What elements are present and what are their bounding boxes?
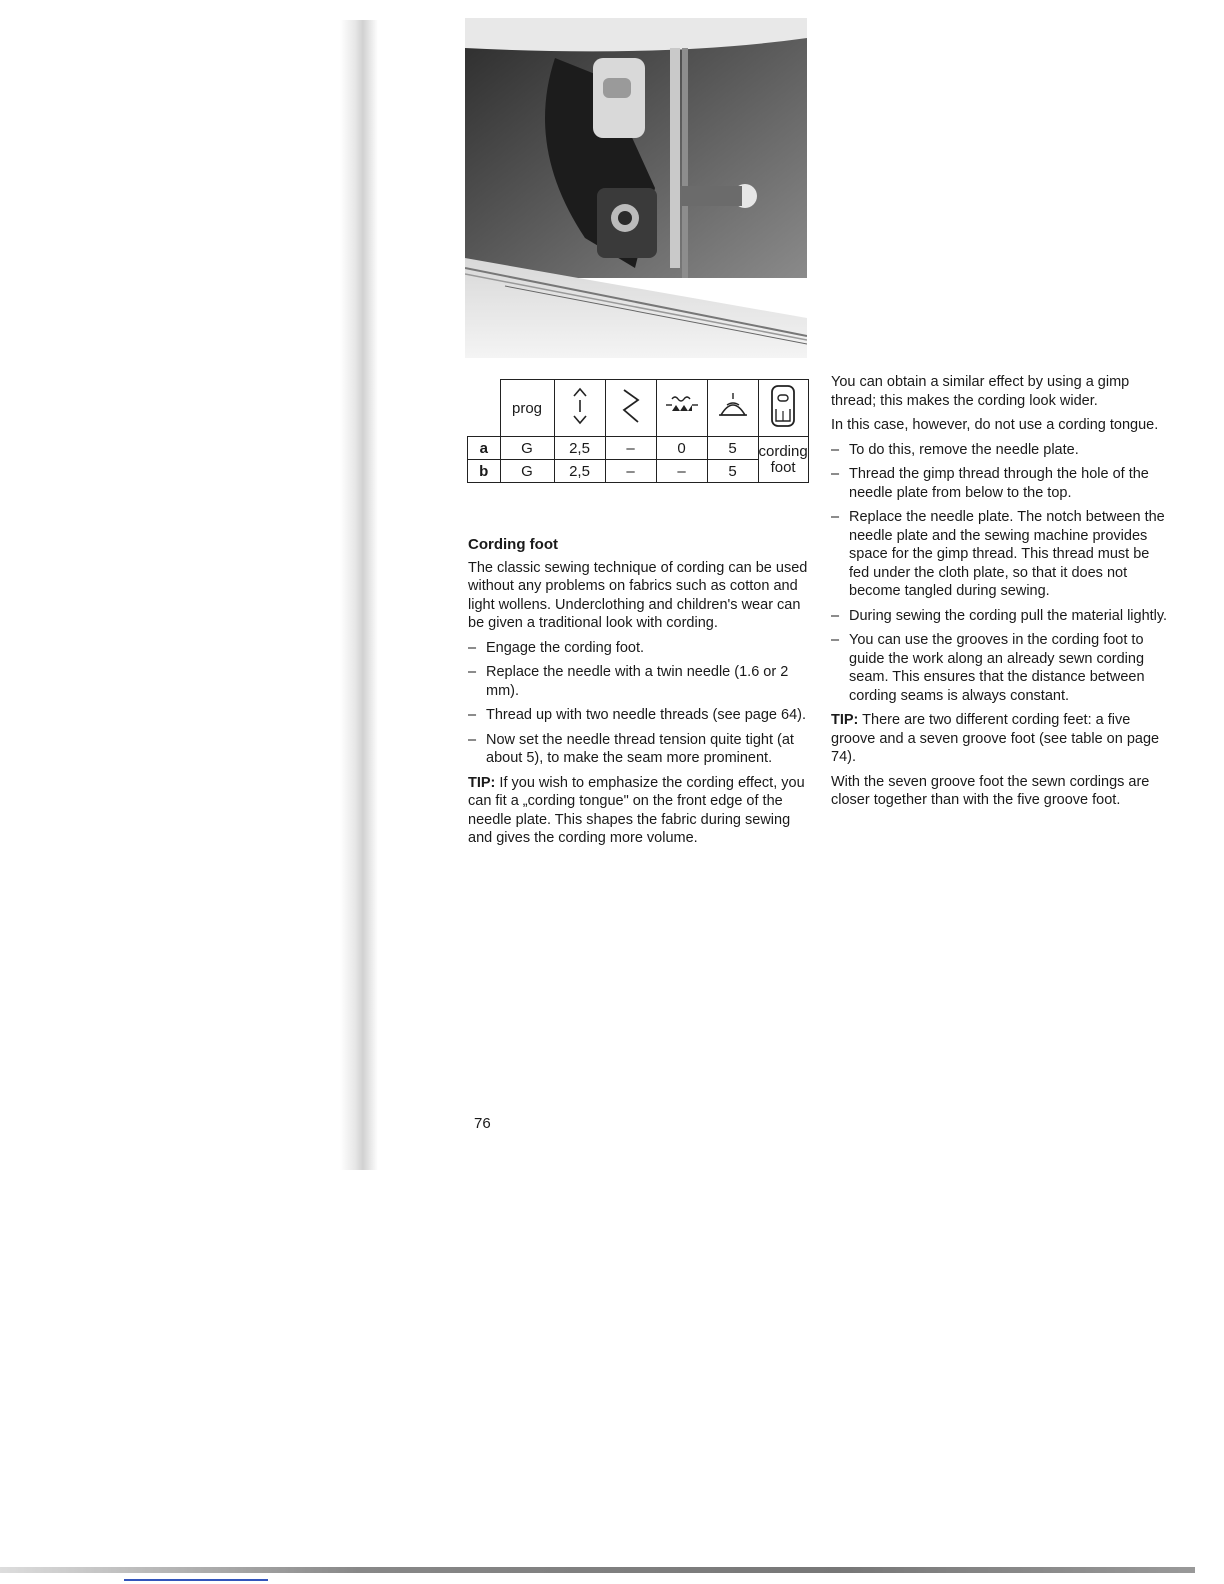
- feed-dog-icon: [656, 380, 707, 437]
- list-item: – Now set the needle thread tension quite tight (at about 5), to make the seam more prominent.: [468, 731, 810, 768]
- tip-paragraph: [468, 774, 810, 848]
- left-column: [468, 536, 810, 854]
- page-number: 76: [474, 1115, 491, 1132]
- stitch-settings-table: [467, 379, 809, 483]
- tip-paragraph: [831, 711, 1169, 767]
- table-row: [468, 460, 809, 483]
- table-row: [468, 437, 809, 460]
- list-item: – Replace the needle with a twin needle (1.6 or 2 mm).: [468, 663, 810, 700]
- scan-bottom-edge: [0, 1567, 1195, 1573]
- bottom-link-line: [124, 1579, 268, 1581]
- prog-value: G: [500, 460, 554, 483]
- tip-text: If you wish to emphasize the cording effect, you can fit a „cording tongue" on the front edge of the needle plate. This shapes the fabric during sewing and gives the cording more volume.: [468, 774, 805, 846]
- tip-label: TIP:: [468, 774, 496, 791]
- intro-paragraph: You can obtain a similar effect by using a gimp thread; this makes the cording look wider.: [831, 374, 1130, 409]
- steps-list: [468, 639, 810, 768]
- length-value: 2,5: [554, 460, 605, 483]
- zigzag-width-icon: [605, 380, 656, 437]
- tip-text: There are two different cording feet: a five groove and a seven groove foot (see table on page 74).: [831, 712, 1160, 765]
- cording-foot-photo: [465, 18, 807, 358]
- table-header-row: [468, 380, 809, 437]
- prog-header: prog: [500, 380, 554, 437]
- width-value: –: [605, 437, 656, 460]
- list-item: – Engage the cording foot.: [468, 639, 810, 658]
- width-value: –: [605, 460, 656, 483]
- foot-line-1: cording: [758, 442, 808, 460]
- thread-tension-icon: [707, 380, 758, 437]
- feed-value: 0: [656, 437, 707, 460]
- tension-value: 5: [707, 437, 758, 460]
- foot-cell: [758, 437, 808, 483]
- prog-value: G: [500, 437, 554, 460]
- length-value: 2,5: [554, 437, 605, 460]
- list-item: – Replace the needle plate. The notch between the needle plate and the sewing machine provides space for the gimp thread. This thread must be fed under the cloth plate, so that it does not become tangled during sewing.: [831, 508, 1169, 601]
- feed-value: –: [656, 460, 707, 483]
- list-item: – To do this, remove the needle plate.: [831, 441, 1169, 460]
- tension-value: 5: [707, 460, 758, 483]
- presser-foot-icon: [758, 380, 808, 437]
- list-item: – During sewing the cording pull the material lightly.: [831, 607, 1169, 626]
- steps-list: [831, 441, 1169, 706]
- list-item: – Thread the gimp thread through the hole of the needle plate from below to the top.: [831, 465, 1169, 502]
- page-binding-shadow: [340, 20, 378, 1170]
- section-heading: Cording foot: [468, 536, 558, 553]
- right-column: [831, 373, 1169, 816]
- row-label: b: [468, 460, 501, 483]
- table-corner: [468, 380, 501, 437]
- foot-line-2: foot: [770, 458, 796, 476]
- list-item: – You can use the grooves in the cording foot to guide the work along an already sewn cording seam. This ensures that the distance between cording seams is always constant.: [831, 631, 1169, 705]
- tip-label: TIP:: [831, 712, 859, 728]
- intro-paragraph-2: In this case, however, do not use a cording tongue.: [831, 417, 1159, 433]
- stitch-length-icon: [554, 380, 605, 437]
- row-label: a: [468, 437, 501, 460]
- intro-paragraph: The classic sewing technique of cording can be used without any problems on fabrics such as cotton and light wollens. Underclothing and children's wear can be given a traditional look with cording.: [468, 559, 808, 631]
- outro-paragraph: With the seven groove foot the sewn cordings are closer together than with the five groove foot.: [831, 773, 1150, 808]
- list-item: – Thread up with two needle threads (see page 64).: [468, 706, 810, 725]
